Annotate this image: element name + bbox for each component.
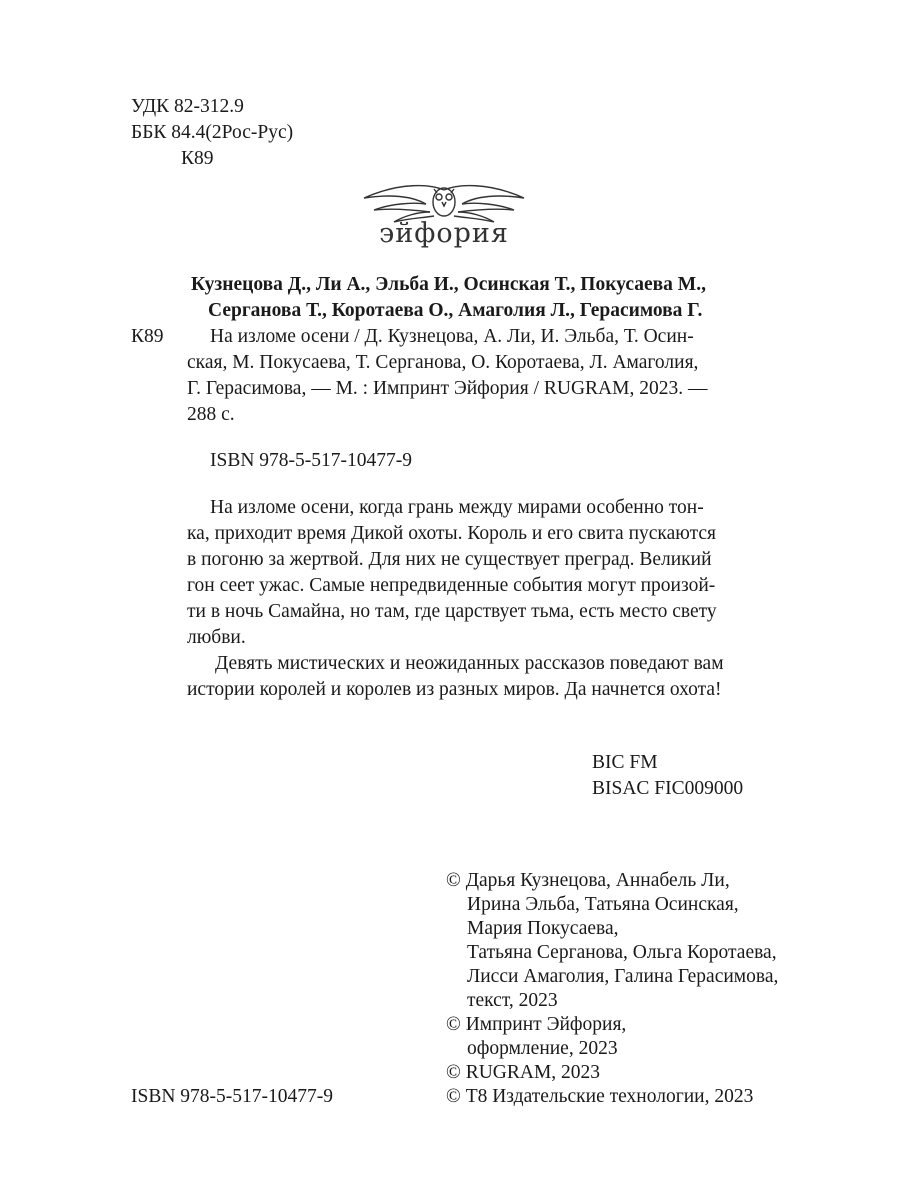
publisher-logo [360,180,528,250]
author-mark: К89 [181,148,214,169]
biblio-line: ская, М. Покусаева, Т. Серганова, О. Коротаева, Л. Амаголия, [187,352,699,373]
authors-line-1: Кузнецова Д., Ли А., Эльба И., Осинская Т., Покусаева М., [191,274,706,295]
udk-code: УДК 82-312.9 [131,96,244,117]
annotation-line: На изломе осени, когда грань между мирами особенно тон- [210,497,704,518]
bisac-code: BISAC FIC009000 [592,778,744,799]
copyright-line: © Дарья Кузнецова, Аннабель Ли, [446,870,730,891]
bic-code: BIC FM [592,752,658,773]
copyright-line: Лисси Амаголия, Галина Герасимова, [467,966,779,987]
biblio-code: К89 [131,326,164,347]
annotation-line: в погоню за жертвой. Для них не существует преград. Великий [187,549,712,570]
isbn-main: ISBN 978-5-517-10477-9 [210,450,413,471]
authors-line-2: Серганова Т., Коротаева О., Амаголия Л., Герасимова Г. [208,300,703,321]
biblio-line: Г. Герасимова, — М. : Импринт Эйфория / RUGRAM, 2023. — [187,378,708,399]
annotation-line: Девять мистических и неожиданных рассказов поведают вам [215,653,724,674]
copyright-line: © Импринт Эйфория, [446,1014,627,1035]
copyright-line: текст, 2023 [467,990,558,1011]
isbn-footer: ISBN 978-5-517-10477-9 [131,1086,334,1107]
annotation-line: гон сеет ужас. Самые непредвиденные события могут произой- [187,575,716,596]
annotation-line: любви. [187,627,246,648]
copyright-line: Ирина Эльба, Татьяна Осинская, [467,894,739,915]
copyright-line: © RUGRAM, 2023 [446,1062,601,1083]
bbk-code: ББК 84.4(2Рос-Рус) [131,122,294,143]
annotation-line: ти в ночь Самайна, но там, где царствует тьма, есть место свету [187,601,717,622]
annotation-line: ка, приходит время Дикой охоты. Король и его свита пускаются [187,523,716,544]
logo-wordmark: эйфория [379,218,509,249]
copyright-line: © Т8 Издательские технологии, 2023 [446,1086,754,1107]
copyright-line: Татьяна Серганова, Ольга Коротаева, [467,942,777,963]
annotation-line: истории королей и королев из разных миров. Да начнется охота! [187,679,722,700]
biblio-line: 288 с. [187,404,235,425]
copyright-line: оформление, 2023 [467,1038,618,1059]
copyright-line: Мария Покусаева, [467,918,619,939]
biblio-line: На изломе осени / Д. Кузнецова, А. Ли, И. Эльба, Т. Осин- [210,326,694,347]
